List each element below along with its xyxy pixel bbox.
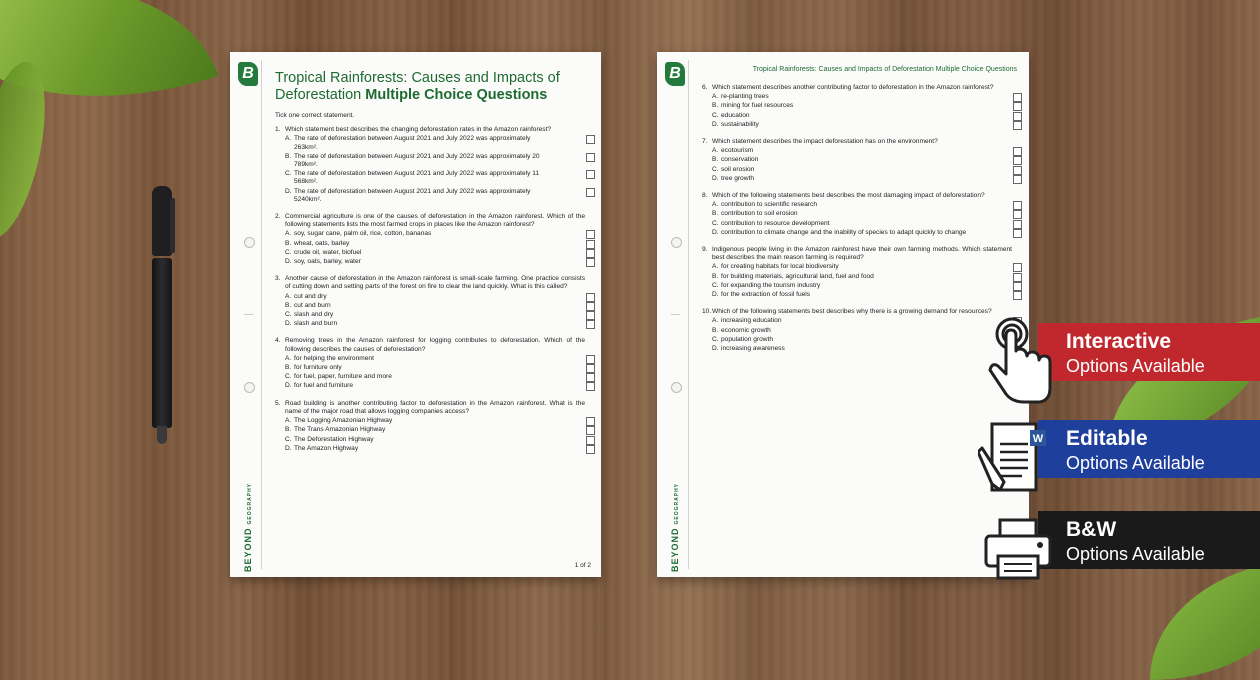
answer-option bbox=[285, 153, 595, 169]
option-text: The rate of deforestation between August 2021 and July 2022 was approximately 11 568km². bbox=[294, 170, 540, 186]
brand-logo-icon: B bbox=[238, 62, 258, 86]
question-stem bbox=[702, 84, 1022, 92]
option-text: tree growth bbox=[721, 174, 754, 182]
answer-option bbox=[285, 230, 595, 238]
answer-option bbox=[712, 317, 1022, 325]
option-text: for fuel and furniture bbox=[294, 382, 354, 390]
option-letter: B. bbox=[285, 239, 292, 247]
option-letter: B. bbox=[712, 210, 719, 218]
question-text: Which statement describes another contributing factor to deforestation in the Amazon rainforest? bbox=[712, 84, 994, 91]
answer-option bbox=[712, 156, 1022, 164]
touch-hand-icon bbox=[984, 316, 1056, 411]
question-item bbox=[702, 192, 1022, 237]
option-letter: D. bbox=[285, 320, 292, 328]
answer-checkbox[interactable] bbox=[586, 135, 595, 144]
option-text: population growth bbox=[721, 335, 774, 343]
option-text: for the extraction of fossil fuels bbox=[721, 291, 811, 299]
option-text: slash and dry bbox=[294, 311, 334, 319]
option-letter: A. bbox=[712, 93, 719, 101]
question-text: Which of the following statements best describes the most damaging impact of deforestation? bbox=[712, 192, 985, 200]
question-stem bbox=[275, 337, 595, 353]
option-text: for expanding the tourism industry bbox=[721, 281, 821, 289]
option-letter: A. bbox=[712, 201, 719, 209]
worksheet-page-1 bbox=[230, 52, 601, 577]
question-item bbox=[702, 138, 1022, 183]
answer-option bbox=[712, 166, 1022, 174]
option-text: sustainability bbox=[721, 120, 759, 128]
answer-checkbox[interactable] bbox=[586, 417, 595, 426]
option-text: crude oil, water, biofuel bbox=[294, 248, 362, 256]
brand-wordmark: BEYONDGEOGRAPHY bbox=[243, 482, 253, 572]
answer-checkbox[interactable] bbox=[586, 249, 595, 258]
answer-checkbox[interactable] bbox=[586, 170, 595, 179]
question-stem bbox=[275, 213, 595, 229]
option-text: soy, sugar cane, palm oil, rice, cotton, bananas bbox=[294, 230, 432, 238]
question-item bbox=[275, 213, 595, 266]
option-text: conservation bbox=[721, 156, 759, 164]
brand-wordmark: BEYONDGEOGRAPHY bbox=[670, 482, 680, 572]
answer-option bbox=[285, 293, 595, 301]
option-text: The rate of deforestation between August 2021 and July 2022 was approximately 20 789km². bbox=[294, 152, 540, 169]
answer-checkbox[interactable] bbox=[586, 153, 595, 162]
question-stem bbox=[702, 308, 1022, 316]
running-header: Tropical Rainforests: Causes and Impacts of Deforestation Multiple Choice Questions bbox=[752, 66, 1017, 73]
answer-checkbox[interactable] bbox=[586, 230, 595, 239]
option-letter: B. bbox=[285, 152, 292, 160]
question-text: Which statement best describes the changing deforestation rates in the Amazon rainforest? bbox=[285, 126, 552, 134]
answer-option bbox=[285, 417, 595, 425]
option-letter: B. bbox=[285, 364, 292, 372]
punch-hole bbox=[671, 382, 682, 393]
option-text: increasing education bbox=[721, 317, 782, 325]
option-letter: C. bbox=[285, 311, 292, 319]
option-letter: D. bbox=[712, 228, 719, 236]
option-letter: D. bbox=[712, 120, 719, 128]
page-number: 1 of 2 bbox=[574, 562, 591, 569]
answer-option bbox=[712, 112, 1022, 120]
punch-hole bbox=[671, 237, 682, 248]
option-text: The Deforestation Highway bbox=[294, 435, 374, 443]
answer-checkbox[interactable] bbox=[586, 240, 595, 249]
question-item bbox=[275, 126, 595, 204]
answer-checkbox[interactable] bbox=[586, 373, 595, 382]
answer-checkbox[interactable] bbox=[1013, 93, 1022, 102]
answer-option bbox=[712, 102, 1022, 110]
question-stem bbox=[275, 275, 595, 291]
answer-checkbox[interactable] bbox=[586, 302, 595, 311]
option-text: for creating habitats for local biodiversity bbox=[721, 263, 839, 271]
interactive-badge: Interactive Options Available bbox=[1038, 323, 1260, 381]
option-text: economic growth bbox=[721, 326, 771, 334]
answer-option bbox=[285, 320, 595, 328]
option-letter: D. bbox=[712, 291, 719, 299]
question-text: Which statement describes the impact deforestation has on the environment? bbox=[712, 138, 938, 146]
option-letter: A. bbox=[285, 135, 292, 143]
option-letter: B. bbox=[285, 301, 292, 309]
option-text: contribution to scientific research bbox=[721, 201, 818, 209]
answer-checkbox[interactable] bbox=[1013, 273, 1022, 282]
question-number: 9. bbox=[702, 246, 708, 254]
answer-option bbox=[285, 445, 595, 453]
punch-hole bbox=[244, 382, 255, 393]
option-text: contribution to resource development bbox=[721, 219, 830, 227]
question-stem bbox=[275, 126, 595, 134]
page-title: Tropical Rainforests: Causes and Impacts of Deforestation Multiple Choice Questions bbox=[275, 70, 560, 103]
answer-option bbox=[285, 311, 595, 319]
answer-option bbox=[285, 188, 595, 204]
option-letter: A. bbox=[285, 292, 292, 300]
question-item bbox=[275, 275, 595, 328]
brand-logo-icon: B bbox=[665, 62, 685, 86]
option-text: slash and burn bbox=[294, 320, 338, 328]
option-text: education bbox=[721, 111, 750, 119]
question-list bbox=[275, 112, 595, 462]
answer-option bbox=[285, 373, 595, 381]
option-letter: B. bbox=[285, 426, 292, 434]
option-text: cut and burn bbox=[294, 301, 331, 309]
leaf-decoration bbox=[1150, 560, 1260, 680]
answer-checkbox[interactable] bbox=[1013, 220, 1022, 229]
option-letter: D. bbox=[712, 345, 719, 353]
question-stem bbox=[275, 400, 595, 416]
answer-checkbox[interactable] bbox=[1013, 147, 1022, 156]
option-letter: A. bbox=[712, 263, 719, 271]
option-text: for furniture only bbox=[294, 364, 342, 372]
question-text: Removing trees in the Amazon rainforest for logging contributes to deforestation. Which of the following describes the causes of deforestation? bbox=[285, 337, 585, 353]
question-number: 7. bbox=[702, 138, 708, 146]
answer-option bbox=[712, 210, 1022, 218]
answer-option bbox=[712, 175, 1022, 183]
answer-option bbox=[712, 147, 1022, 155]
option-text: mining for fuel resources bbox=[721, 102, 794, 110]
question-number: 2. bbox=[275, 213, 281, 221]
punch-hole bbox=[244, 237, 255, 248]
answer-option bbox=[285, 135, 595, 151]
pen bbox=[150, 186, 174, 444]
question-number: 5. bbox=[275, 399, 281, 407]
option-text: The Logging Amazonian Highway bbox=[294, 417, 393, 425]
option-text: ecotourism bbox=[721, 147, 754, 155]
question-item bbox=[275, 400, 595, 453]
answer-option bbox=[712, 263, 1022, 271]
option-letter: D. bbox=[285, 382, 292, 390]
option-text: re-planting trees bbox=[721, 93, 769, 101]
answer-option bbox=[712, 201, 1022, 209]
answer-checkbox[interactable] bbox=[586, 445, 595, 454]
option-text: contribution to soil erosion bbox=[721, 210, 798, 218]
answer-option bbox=[285, 382, 595, 390]
answer-option bbox=[285, 249, 595, 257]
edit-document-icon bbox=[978, 420, 1050, 503]
editable-badge: Editable Options Available bbox=[1038, 420, 1260, 478]
question-item bbox=[702, 308, 1022, 353]
option-text: The Trans Amazonian Highway bbox=[294, 426, 386, 434]
answer-checkbox[interactable] bbox=[1013, 263, 1022, 272]
answer-option bbox=[712, 93, 1022, 101]
option-letter: C. bbox=[712, 219, 719, 227]
answer-checkbox[interactable] bbox=[586, 355, 595, 364]
option-text: for helping the environment bbox=[294, 354, 374, 362]
option-text: for fuel, paper, furniture and more bbox=[294, 373, 392, 381]
option-letter: D. bbox=[712, 174, 719, 182]
option-letter: C. bbox=[285, 170, 292, 178]
option-letter: B. bbox=[712, 102, 719, 110]
answer-option bbox=[712, 273, 1022, 281]
answer-option bbox=[285, 258, 595, 266]
answer-checkbox[interactable] bbox=[586, 382, 595, 391]
option-text: contribution to climate change and the inability of species to adapt quickly to change bbox=[721, 228, 967, 236]
answer-checkbox[interactable] bbox=[586, 293, 595, 302]
answer-option bbox=[712, 327, 1022, 335]
question-number: 6. bbox=[702, 84, 708, 91]
option-letter: D. bbox=[285, 444, 292, 452]
answer-option bbox=[285, 426, 595, 434]
answer-checkbox[interactable] bbox=[1013, 282, 1022, 291]
question-text: Road building is another contributing factor to deforestation in the Amazon rainforest. What is the name of the major road that allows logging companies access? bbox=[285, 399, 585, 415]
question-item bbox=[702, 246, 1022, 299]
answer-option bbox=[712, 336, 1022, 344]
question-item bbox=[702, 84, 1022, 129]
option-letter: A. bbox=[285, 354, 292, 362]
answer-checkbox[interactable] bbox=[586, 426, 595, 435]
option-letter: B. bbox=[712, 272, 719, 280]
answer-checkbox[interactable] bbox=[1013, 102, 1022, 111]
answer-option bbox=[712, 220, 1022, 228]
answer-option bbox=[285, 302, 595, 310]
answer-option bbox=[285, 364, 595, 372]
option-text: wheat, oats, barley bbox=[294, 239, 350, 247]
option-letter: A. bbox=[712, 317, 719, 325]
option-text: soil erosion bbox=[721, 165, 755, 173]
question-text: Which of the following statements best describes why there is a growing demand for resources? bbox=[712, 308, 992, 316]
option-letter: C. bbox=[712, 281, 719, 289]
svg-text:W: W bbox=[1032, 433, 1044, 445]
option-text: soy, oats, barley, water bbox=[294, 258, 361, 266]
answer-option bbox=[712, 291, 1022, 299]
option-letter: D. bbox=[285, 258, 292, 266]
question-text: Commercial agriculture is one of the causes of deforestation in the Amazon rainforest. Which of the following statements lists the most farmed crops in places like the Amazon rainforest? bbox=[285, 213, 585, 229]
answer-option bbox=[285, 355, 595, 363]
answer-checkbox[interactable] bbox=[586, 364, 595, 373]
instruction: Tick one correct statement. bbox=[275, 112, 355, 119]
question-number: 4. bbox=[275, 337, 281, 345]
answer-checkbox[interactable] bbox=[586, 320, 595, 329]
question-list bbox=[702, 84, 1022, 362]
option-letter: D. bbox=[285, 187, 292, 195]
option-text: cut and dry bbox=[294, 292, 327, 300]
option-letter: C. bbox=[285, 248, 292, 256]
answer-option bbox=[712, 229, 1022, 237]
answer-checkbox[interactable] bbox=[586, 311, 595, 320]
bw-badge: B&W Options Available bbox=[1038, 511, 1260, 569]
answer-checkbox[interactable] bbox=[1013, 210, 1022, 219]
question-number: 10. bbox=[702, 308, 712, 316]
answer-checkbox[interactable] bbox=[586, 436, 595, 445]
answer-checkbox[interactable] bbox=[586, 188, 595, 197]
answer-option bbox=[712, 282, 1022, 290]
option-letter: A. bbox=[285, 417, 292, 425]
option-letter: A. bbox=[285, 230, 292, 238]
question-number: 3. bbox=[275, 275, 281, 283]
option-text: The rate of deforestation between August 2021 and July 2022 was approximately 263km². bbox=[294, 135, 531, 151]
answer-option bbox=[285, 240, 595, 248]
option-letter: C. bbox=[285, 373, 292, 381]
question-text: Indigenous people living in the Amazon rainforest have their own farming methods. Which statement best describes the main reason farming is required? bbox=[712, 246, 1012, 262]
worksheet-page-2 bbox=[657, 52, 1029, 577]
option-letter: C. bbox=[712, 335, 719, 343]
question-stem bbox=[702, 246, 1022, 262]
option-text: The Amazon Highway bbox=[294, 444, 359, 452]
answer-option bbox=[285, 170, 595, 186]
option-letter: B. bbox=[712, 156, 719, 164]
answer-option bbox=[712, 345, 1022, 353]
option-letter: C. bbox=[712, 165, 719, 173]
answer-checkbox[interactable] bbox=[1013, 175, 1022, 184]
answer-checkbox[interactable] bbox=[586, 258, 595, 267]
option-text: for building materials, agricultural land, fuel and food bbox=[721, 272, 874, 280]
answer-checkbox[interactable] bbox=[1013, 291, 1022, 300]
answer-option bbox=[712, 121, 1022, 129]
option-letter: B. bbox=[712, 326, 719, 334]
question-text: Another cause of deforestation in the Amazon rainforest is small-scale farming. One practice consists of cutting down and setting parts of the forest on fire to clear the land quickly. What is this called? bbox=[285, 275, 585, 291]
question-number: 8. bbox=[702, 192, 708, 200]
printer-icon bbox=[982, 518, 1054, 587]
answer-option bbox=[285, 436, 595, 444]
option-letter: A. bbox=[712, 147, 719, 155]
answer-checkbox[interactable] bbox=[1013, 112, 1022, 121]
option-letter: C. bbox=[712, 111, 719, 119]
answer-checkbox[interactable] bbox=[1013, 229, 1022, 238]
question-stem bbox=[702, 192, 1022, 200]
answer-checkbox[interactable] bbox=[1013, 166, 1022, 175]
option-letter: C. bbox=[285, 435, 292, 443]
option-text: The rate of deforestation between August 2021 and July 2022 was approximately 5240km². bbox=[294, 187, 531, 203]
question-number: 1. bbox=[275, 126, 281, 134]
answer-checkbox[interactable] bbox=[1013, 201, 1022, 210]
question-item bbox=[275, 337, 595, 390]
option-text: increasing awareness bbox=[721, 345, 785, 353]
answer-checkbox[interactable] bbox=[1013, 156, 1022, 165]
question-stem bbox=[702, 138, 1022, 146]
answer-checkbox[interactable] bbox=[1013, 121, 1022, 130]
